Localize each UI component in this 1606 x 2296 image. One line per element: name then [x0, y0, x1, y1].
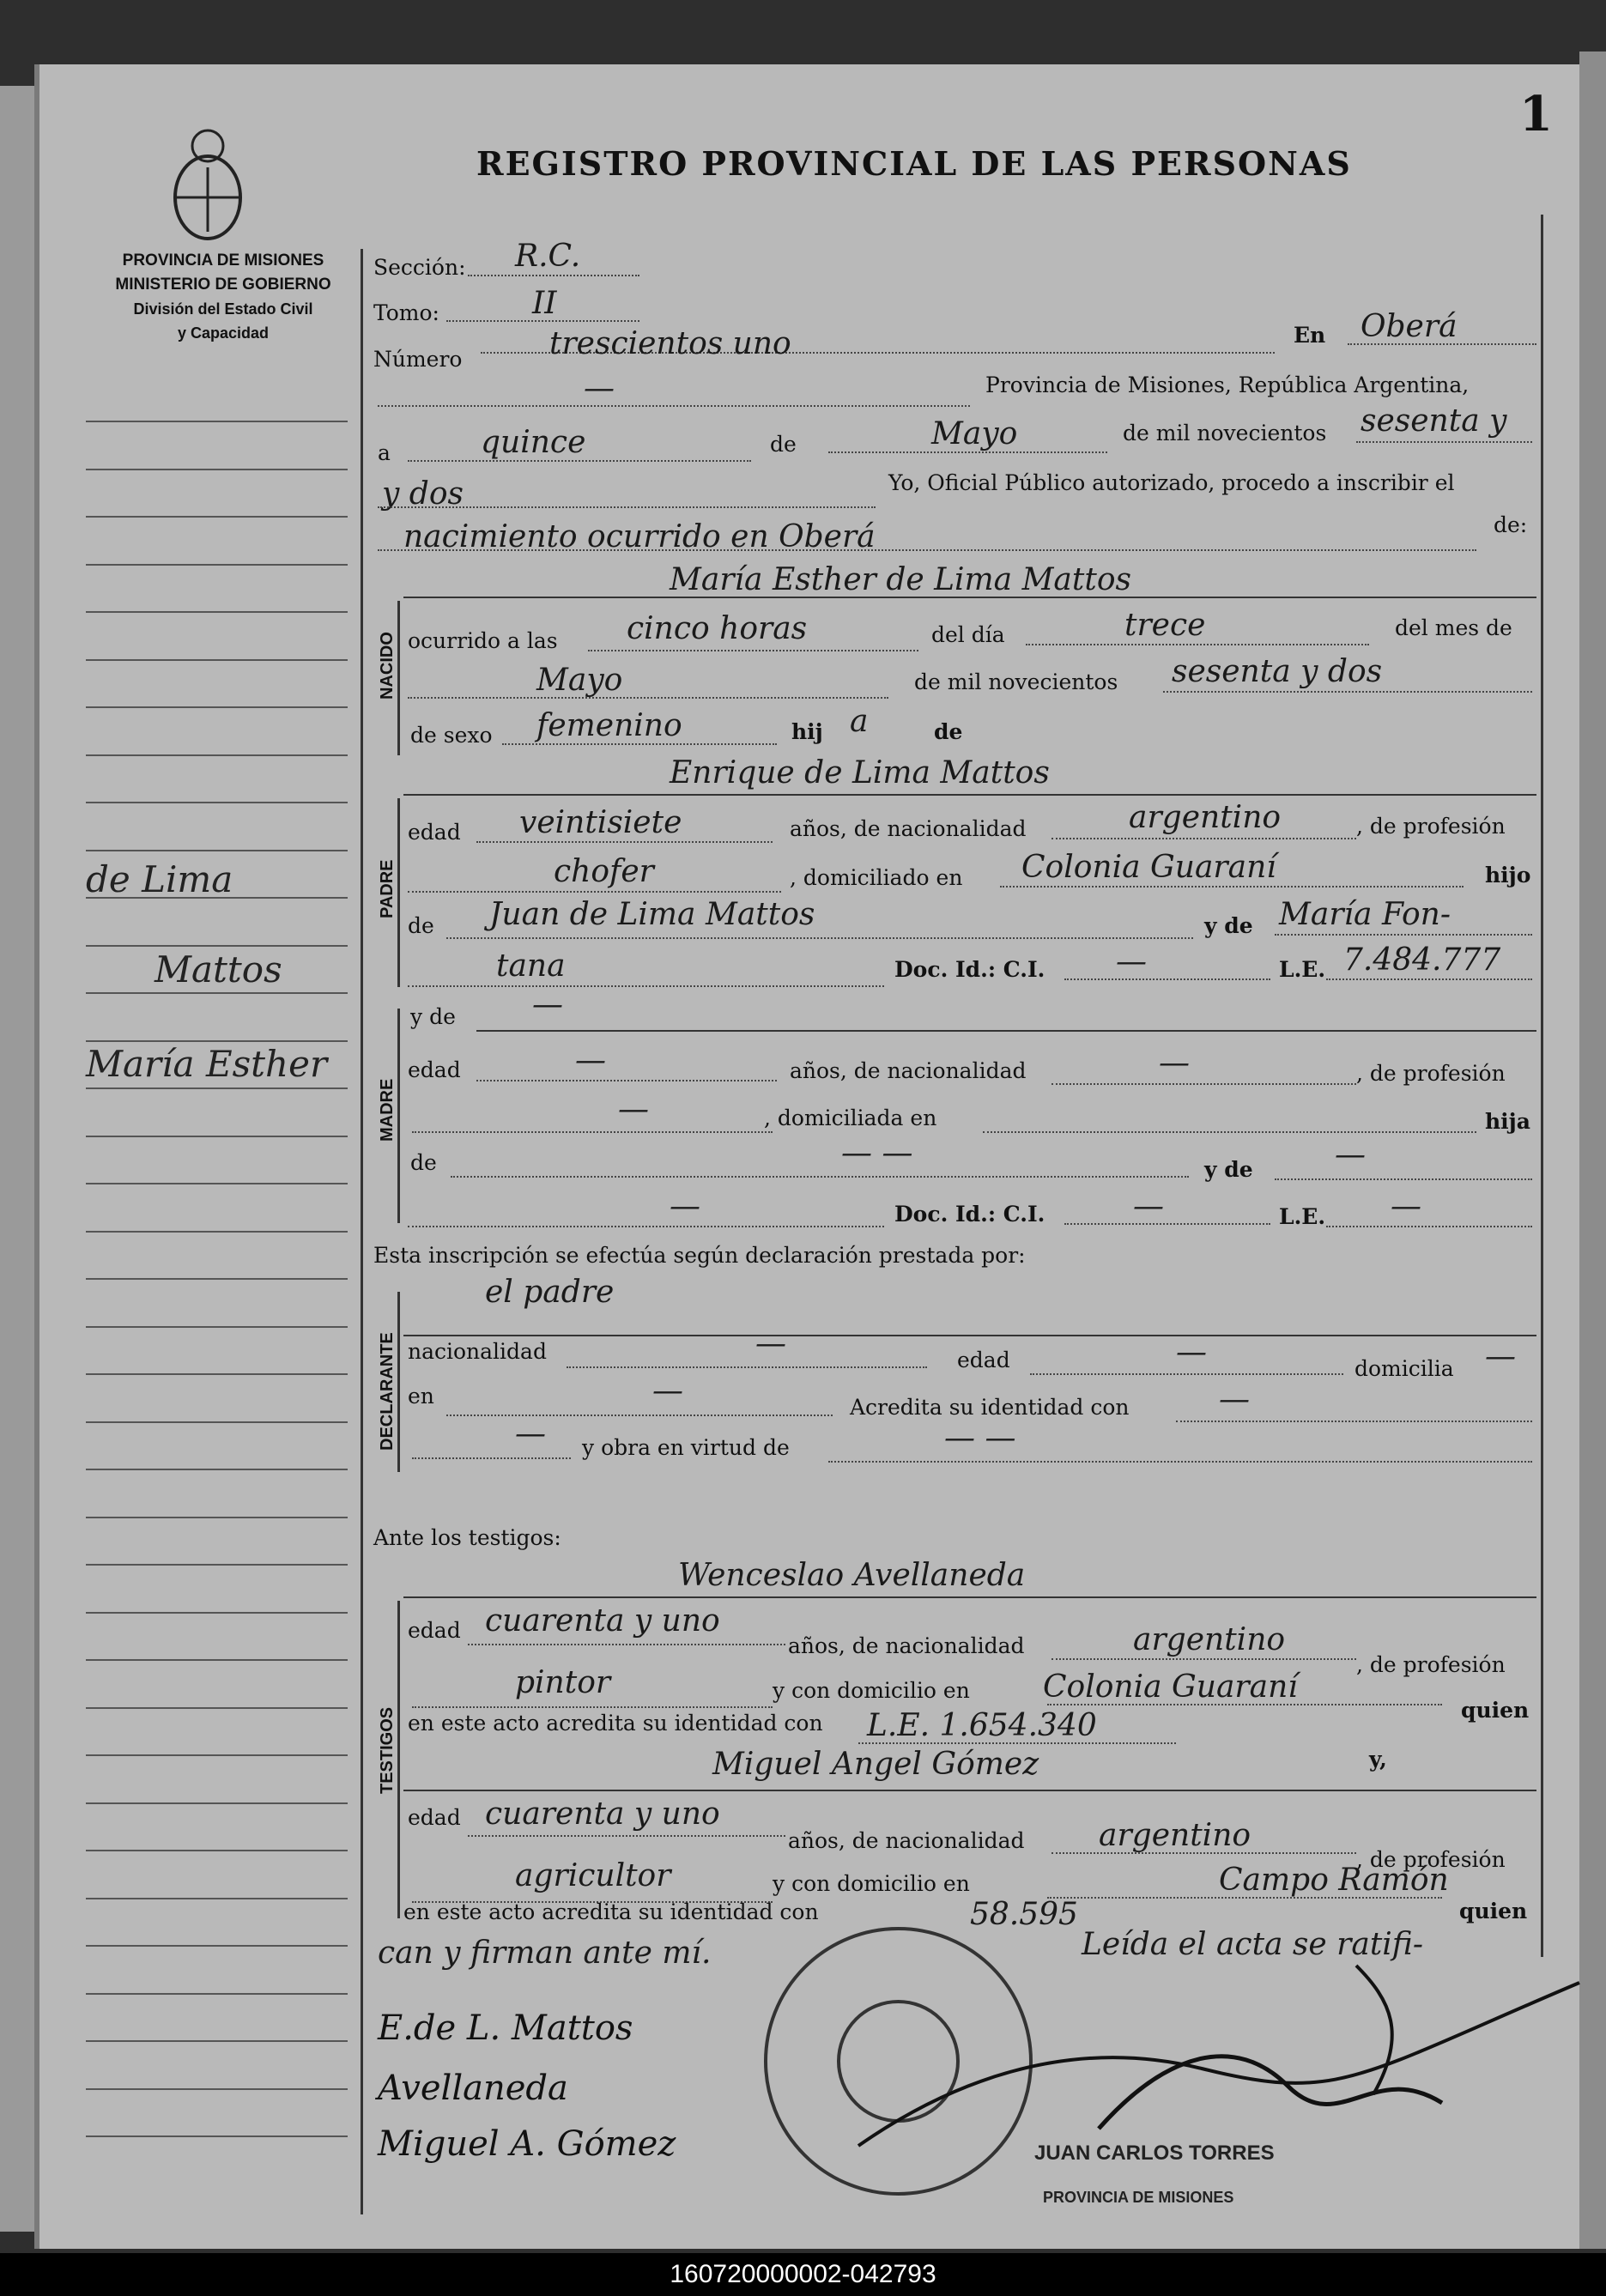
margin-rule [86, 611, 348, 613]
leida-text: Leída el acta se ratifi- [1082, 1927, 1423, 1962]
testigo1-nombre: Wenceslao Avellaneda [678, 1558, 1026, 1593]
margin-rule [86, 945, 348, 947]
declarante-acredita-line [1176, 1421, 1532, 1422]
en-label: En [1294, 323, 1326, 348]
padre-dom-value: Colonia Guaraní [1021, 850, 1276, 885]
numero-value: trescientos uno [549, 326, 791, 361]
hij-value: a [850, 704, 869, 739]
margin-rule [86, 802, 348, 803]
padre-bracket [397, 798, 400, 987]
testigo2-edad: cuarenta y uno [485, 1796, 720, 1832]
testigo2-edad-line [468, 1835, 785, 1837]
padre-prof-line [408, 891, 781, 893]
anio-nac-value: sesenta y dos [1172, 654, 1383, 689]
mes-value: Mayo [931, 416, 1018, 451]
testigo1-dom: Colonia Guaraní [1043, 1669, 1298, 1705]
provincia-text: Provincia de Misiones, República Argentina, [985, 373, 1470, 397]
margin-rule [86, 1517, 348, 1518]
padre-prof-label: , de profesión [1356, 814, 1506, 839]
del-mes-label: del mes de [1395, 615, 1512, 640]
testigo2-nac-label: años, de nacionalidad [788, 1828, 1025, 1853]
testigo2-nombre-line [403, 1790, 1536, 1791]
margin-rule [86, 1993, 348, 1995]
testigos-bracket [397, 1601, 400, 1918]
padre-doc-value: — [1116, 944, 1147, 979]
ocurrido-label: ocurrido a las [408, 628, 558, 653]
madre-nombre-line [476, 1030, 1536, 1032]
declarante-domicilia-label: domicilia [1354, 1356, 1454, 1381]
madre-prof-line [412, 1131, 773, 1133]
testigo1-quien-label: quien [1461, 1698, 1530, 1723]
mes-nac-line [408, 697, 888, 699]
closing-text: can y firman ante mí. [378, 1936, 712, 1971]
testigo1-nac-line [1051, 1658, 1356, 1660]
padre-side-label: PADRE [378, 859, 397, 918]
mes-line [828, 451, 1107, 453]
page-number: 1 [1519, 86, 1553, 142]
anio-cont-line [378, 506, 876, 508]
testigo1-edad-label: edad [408, 1618, 461, 1643]
declarante-nac-line [567, 1366, 927, 1368]
margin-rule [86, 1421, 348, 1423]
signature-2: Avellaneda [378, 2069, 568, 2108]
nacido-de-label: de [934, 719, 963, 744]
padre-padre-line [446, 937, 1193, 939]
margin-note-1: de Lima [86, 858, 233, 900]
declarante-nombre-line [403, 1335, 1536, 1336]
padre-de-label: de [408, 913, 434, 938]
a-label: a [378, 440, 391, 465]
testigo1-acto-label: en este acto acredita su identidad con [408, 1711, 823, 1736]
margin-rule [86, 1231, 348, 1233]
declarante-obra-line [828, 1461, 1532, 1463]
seccion-value: R.C. [515, 239, 581, 274]
madre-madre-value: — [1335, 1137, 1366, 1172]
margin-rule [86, 1326, 348, 1328]
declarante-extra-line [412, 1457, 571, 1459]
testigo2-edad-label: edad [408, 1805, 461, 1830]
declarante-acredita-label: Acredita su identidad con [850, 1395, 1130, 1420]
tomo-value: II [532, 286, 557, 321]
madre-edad-label: edad [408, 1057, 461, 1082]
declarante-nac-value: — [755, 1326, 786, 1361]
del-dia-label: del día [931, 622, 1005, 647]
margin-rule [86, 421, 348, 422]
official-province: PROVINCIA DE MISIONES [1043, 2189, 1234, 2206]
madre-nac-line [1051, 1083, 1356, 1085]
madre-hija-label: hija [1485, 1109, 1530, 1134]
margin-rule [86, 1945, 348, 1947]
padre-edad-label: edad [408, 820, 461, 845]
page-edge [1579, 51, 1606, 2249]
madre-yde2-label: y de [1204, 1157, 1253, 1182]
madre-nac-label: años, de nacionalidad [790, 1058, 1027, 1083]
nacido-side-label: NACIDO [378, 632, 397, 700]
anio-cont-value: y dos [382, 476, 464, 512]
declarante-side-label: DECLARANTE [378, 1332, 397, 1451]
nacimiento-line [378, 549, 1476, 551]
declarante-en-line [446, 1415, 833, 1416]
nombre-value: María Esther de Lima Mattos [670, 562, 1131, 597]
padre-edad-line [476, 841, 773, 843]
anio-line [1356, 441, 1532, 443]
margin-rule [86, 1136, 348, 1137]
testigo2-dom: Campo Ramón [1219, 1863, 1449, 1898]
padre-nac-value: argentino [1129, 800, 1282, 835]
testigos-side-label: TESTIGOS [378, 1706, 397, 1794]
anio-value: sesenta y [1361, 403, 1507, 439]
signature-3: Miguel A. Gómez [378, 2124, 676, 2164]
declarante-intro: Esta inscripción se efectúa según declaración prestada por: [373, 1243, 1026, 1268]
document-id-footer: 160720000002-042793 [0, 2253, 1606, 2296]
declarante-acredita-value: — [1219, 1382, 1250, 1417]
declarante-edad-line [1030, 1373, 1343, 1375]
margin-rule [86, 1564, 348, 1566]
padre-dom-label: , domiciliado en [790, 865, 963, 890]
padre-le-value: 7.484.777 [1343, 942, 1501, 978]
testigo2-nombre: Miguel Angel Gómez [712, 1747, 1039, 1782]
sexo-label: de sexo [410, 723, 493, 748]
testigo1-nac-label: años, de nacionalidad [788, 1633, 1025, 1658]
margin-rule [86, 1659, 348, 1661]
madre-dom-label: , domiciliada en [764, 1106, 937, 1130]
en-value: Oberá [1361, 309, 1458, 344]
document-title: REGISTRO PROVINCIAL DE LAS PERSONAS [476, 144, 1352, 183]
signature-1: E.de L. Mattos [378, 2008, 633, 2048]
nombre-line [403, 597, 1536, 598]
madre-edad-line [476, 1080, 777, 1081]
madre-le-label: L.E. [1279, 1204, 1326, 1229]
main-divider [361, 249, 363, 2214]
seccion-label: Sección: [373, 255, 466, 280]
anio-nac-line [1163, 691, 1532, 693]
margin-rule [86, 659, 348, 661]
margin-rule [86, 1278, 348, 1280]
padre-yde-label: y de [1204, 913, 1253, 938]
madre-prof-label: , de profesión [1356, 1061, 1506, 1086]
margin-rule [86, 2088, 348, 2090]
testigo1-edad-line [468, 1644, 785, 1645]
de-label: de [770, 432, 797, 457]
dia-nac-line [1026, 644, 1369, 645]
declarante-en-label: en [408, 1384, 434, 1408]
margin-rule [86, 1040, 348, 1042]
margin-rule [86, 1898, 348, 1899]
declarante-nombre-value: el padre [485, 1275, 615, 1310]
margin-rule [86, 1707, 348, 1709]
padre-nombre-line [403, 794, 1536, 796]
declarante-edad-label: edad [957, 1348, 1010, 1372]
testigo2-quien-label: quien [1459, 1899, 1528, 1923]
de-colon: de: [1494, 512, 1528, 537]
testigo1-prof-line [412, 1706, 773, 1708]
agency-line-2: MINISTERIO DE GOBIERNO [115, 276, 331, 294]
madre-doc-value: — [1133, 1189, 1164, 1224]
padre-nac-line [1051, 838, 1356, 839]
hora-value: cinco horas [627, 611, 808, 646]
margin-rule [86, 1612, 348, 1614]
provincia-line [378, 405, 970, 407]
margin-rule [86, 1373, 348, 1375]
oficial-text: Yo, Oficial Público autorizado, procedo a inscribir el [888, 470, 1455, 495]
padre-madre-cont: tana [496, 948, 566, 984]
padre-nombre-value: Enrique de Lima Mattos [670, 755, 1050, 791]
madre-doc-line [1064, 1223, 1270, 1225]
testigo2-doc: 58.595 [970, 1897, 1078, 1932]
madre-prof-value: — [618, 1092, 649, 1127]
tomo-label: Tomo: [373, 300, 439, 325]
testigo2-dom-label: y con domicilio en [773, 1871, 970, 1896]
testigo1-nombre-line [403, 1596, 1536, 1598]
testigo2-acto-label: en este acto acredita su identidad con [403, 1899, 819, 1924]
declarante-edad-value: — [1176, 1335, 1207, 1370]
margin-note-3: María Esther [86, 1043, 328, 1085]
margin-rule [86, 1183, 348, 1184]
madre-padre-line [451, 1176, 1189, 1178]
madre-bracket [397, 1009, 400, 1223]
agency-line-3: División del Estado Civil [133, 300, 313, 318]
declarante-domicilia-value: — [1485, 1339, 1516, 1374]
madre-le-value: — [1391, 1189, 1421, 1224]
madre-le-line [1326, 1226, 1532, 1227]
padre-prof-value: chofer [554, 854, 654, 889]
hora-line [588, 650, 918, 651]
mes-nac-value: Mayo [536, 663, 623, 698]
margin-rule [86, 1802, 348, 1804]
margin-rule [86, 754, 348, 756]
testigo1-y-label: y, [1369, 1747, 1387, 1772]
padre-padre-value: Juan de Lima Mattos [489, 897, 815, 932]
padre-dom-line [1000, 886, 1464, 888]
testigo1-doc: L.E. 1.654.340 [867, 1708, 1097, 1743]
agency-line-4: y Capacidad [177, 324, 270, 342]
sexo-line [502, 743, 777, 745]
numero-label: Número [373, 347, 463, 372]
declarante-en-value: — [652, 1373, 683, 1408]
testigo2-prof-label: , de profesión [1356, 1847, 1506, 1872]
madre-de-label: de [410, 1150, 437, 1175]
testigo2-prof: agricultor [515, 1858, 671, 1893]
margin-note-2: Mattos [155, 948, 282, 990]
madre-extra-value: — [670, 1189, 700, 1224]
margin-rule [86, 2040, 348, 2042]
seccion-line [468, 275, 639, 276]
declarante-obra-label: y obra en virtud de [582, 1435, 790, 1460]
testigo2-nac: argentino [1099, 1818, 1251, 1853]
testigo1-dom-label: y con domicilio en [773, 1678, 970, 1703]
padre-hijo-label: hijo [1485, 863, 1531, 888]
testigos-intro: Ante los testigos: [373, 1525, 561, 1550]
padre-madre-line [1275, 934, 1532, 936]
madre-side-label: MADRE [378, 1078, 397, 1142]
nacido-bracket [397, 601, 400, 755]
mil-label: de mil novecientos [1123, 421, 1327, 445]
hij-label: hij [791, 719, 823, 744]
declarante-extra-value: — [515, 1416, 546, 1451]
testigo1-nac: argentino [1133, 1622, 1286, 1657]
agency-block [77, 249, 369, 345]
margin-rule [86, 564, 348, 566]
padre-nac-label: años, de nacionalidad [790, 816, 1027, 841]
right-border [1541, 215, 1543, 1957]
margin-rule [86, 516, 348, 518]
padre-edad-value: veintisiete [519, 805, 682, 840]
margin-rule [86, 1469, 348, 1470]
declarante-bracket [397, 1292, 400, 1472]
padre-le-label: L.E. [1279, 957, 1326, 982]
margin-rule [86, 469, 348, 470]
madre-dom-line [983, 1131, 1476, 1133]
declarante-nac-label: nacionalidad [408, 1339, 547, 1364]
madre-nac-value: — [1159, 1045, 1190, 1081]
margin-rule [86, 850, 348, 851]
madre-nombre-value: — [532, 987, 563, 1022]
madre-extra-line [408, 1226, 884, 1227]
padre-doc-label: Doc. Id.: C.I. [894, 957, 1045, 982]
margin-rule [86, 1754, 348, 1756]
margin-rule [86, 706, 348, 708]
margin-rule [86, 1087, 348, 1089]
margin-rule [86, 897, 348, 899]
mil-nac-label: de mil novecientos [914, 669, 1118, 694]
madre-padre-value: — — [841, 1136, 913, 1171]
testigo1-prof: pintor [515, 1665, 611, 1700]
testigo1-edad: cuarenta y uno [485, 1603, 720, 1639]
padre-le-line [1326, 978, 1532, 980]
madre-doc-label: Doc. Id.: C.I. [894, 1202, 1045, 1227]
margin-rule [86, 992, 348, 994]
page-binding [0, 86, 34, 2232]
dia-line [408, 460, 751, 462]
testigo1-prof-label: , de profesión [1356, 1652, 1506, 1677]
padre-madre-cont-line [408, 985, 884, 987]
official-name: JUAN CARLOS TORRES [1034, 2142, 1275, 2165]
margin-rule [86, 2135, 348, 2137]
madre-madre-line [1275, 1178, 1532, 1180]
agency-line-1: PROVINCIA DE MISIONES [122, 251, 324, 270]
header-dash: — [584, 371, 615, 406]
nacimiento-value: nacimiento ocurrido en Oberá [403, 519, 876, 554]
padre-doc-line [1064, 978, 1270, 980]
madre-yde-label: y de [410, 1004, 456, 1029]
dia-value: quince [481, 425, 586, 460]
coat-of-arms-icon [167, 124, 249, 245]
sexo-value: femenino [536, 708, 682, 743]
padre-madre-value: María Fon- [1279, 897, 1451, 932]
madre-edad-value: — [575, 1043, 606, 1078]
margin-rule [86, 1850, 348, 1851]
declarante-obra-value: — — [944, 1421, 1016, 1456]
dia-nac-value: trece [1124, 608, 1206, 643]
